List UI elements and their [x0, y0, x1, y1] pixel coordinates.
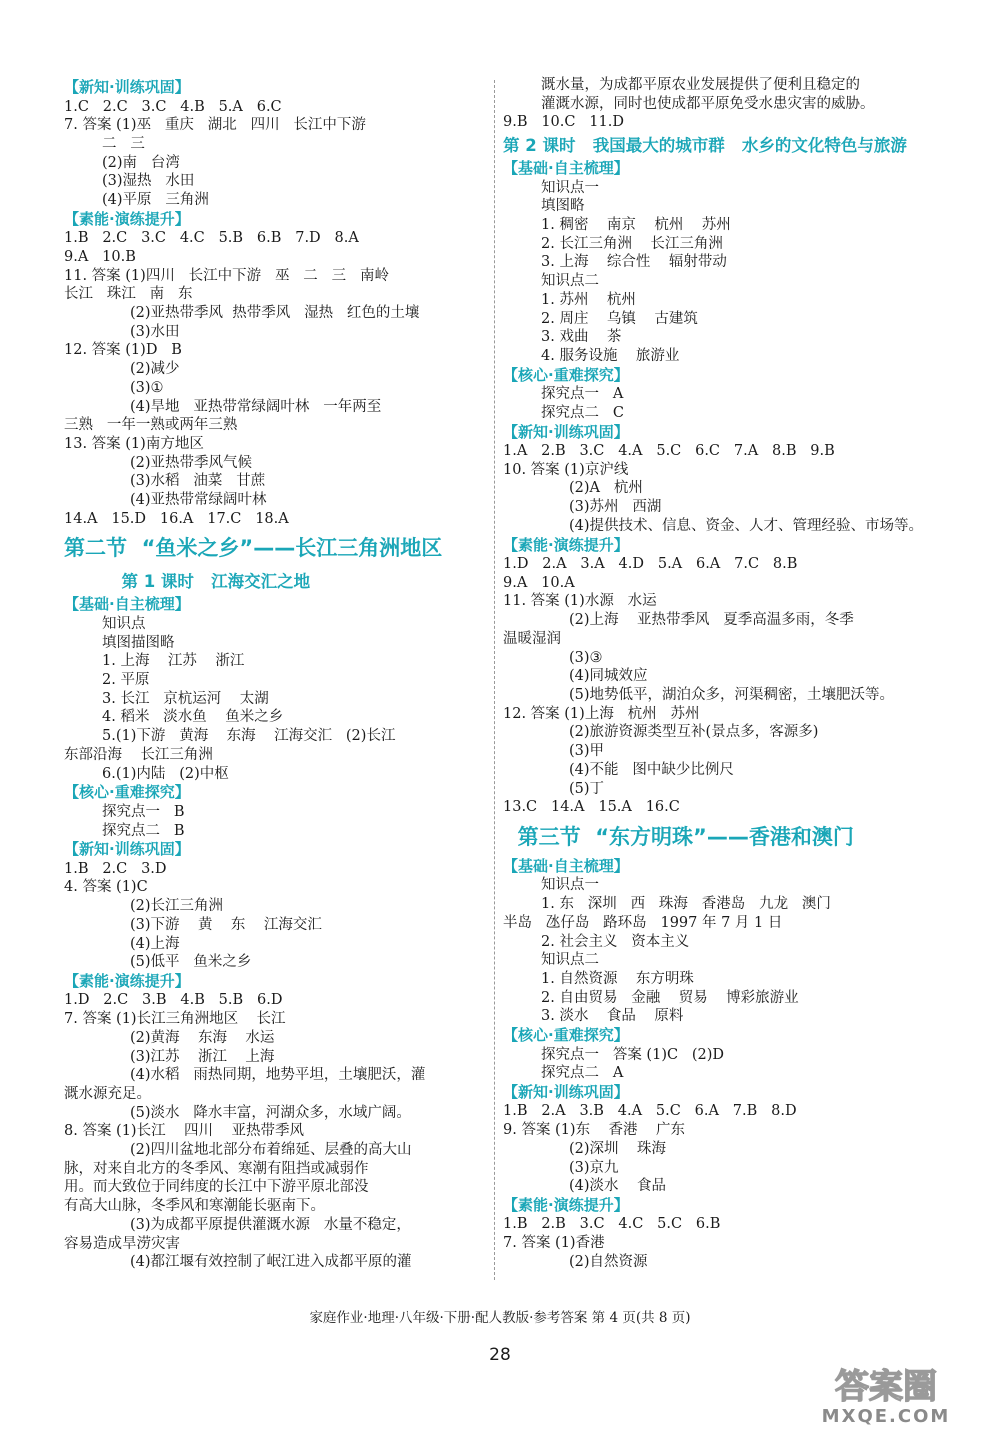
- section-header: 【基础·自主梳理】: [64, 595, 190, 614]
- answer-line: 3. 上海 综合性 辐射带动: [541, 254, 727, 271]
- answer-line: 1. 稠密 南京 杭州 苏州: [541, 217, 731, 234]
- answer-line: 知识点一: [541, 877, 599, 894]
- answer-line: (5)丁: [569, 780, 605, 797]
- answer-line: 2. 周庄 乌镇 古建筑: [541, 310, 698, 327]
- answer-line: (5)淡水 降水丰富，河湖众多，水域广阔。: [130, 1104, 411, 1121]
- answer-line: 9.A 10.A: [503, 574, 575, 591]
- answer-line: 探究点一 A: [541, 386, 624, 403]
- watermark-url: MXQE.COM: [821, 1406, 951, 1426]
- answer-line: 填图略: [541, 198, 585, 215]
- section-header: 【素能·演练提升】: [64, 971, 190, 990]
- answer-line: 11. 答案 (1)水源 水运: [503, 593, 657, 610]
- answer-line: 填图描图略: [102, 634, 175, 651]
- answer-line: (2)深圳 珠海: [569, 1140, 666, 1157]
- answer-line: 二 三: [102, 135, 145, 152]
- answer-line: (3)江苏 浙江 上海: [130, 1048, 275, 1065]
- answer-line: 9.B 10.C 11.D: [503, 114, 624, 131]
- answer-line: 半岛 氹仔岛 路环岛 1997 年 7 月 1 日: [503, 914, 783, 931]
- answer-line: 溉水源充足。: [64, 1085, 151, 1102]
- right-column: [503, 76, 933, 1272]
- answer-line: (2)自然资源: [569, 1253, 648, 1270]
- answer-line: (3)水田: [130, 323, 180, 340]
- answer-line: (4)都江堰有效控制了岷江进入成都平原的灌: [130, 1254, 412, 1271]
- answer-line: (2)亚热带季风气候: [130, 454, 253, 471]
- answer-line: 探究点二 A: [541, 1065, 624, 1082]
- answer-line: (2)减少: [130, 361, 180, 378]
- answer-line: (3)甲: [569, 743, 605, 760]
- answer-line: 知识点一: [541, 179, 599, 196]
- answer-line: 容易造成旱涝灾害: [64, 1235, 180, 1252]
- left-column: [64, 78, 484, 1272]
- lesson-title: 第 1 课时 江海交汇之地: [64, 572, 311, 592]
- answer-line: (5)地势低平，湖泊众多，河渠稠密，土壤肥沃等。: [569, 686, 895, 703]
- answer-line: (2)旅游资源类型互补(景点多，客源多): [569, 724, 819, 741]
- answer-line: 11. 答案 (1)四川 长江中下游 巫 二 三 南岭: [64, 267, 389, 284]
- answer-line: (4)同城效应: [569, 668, 648, 685]
- answer-line: 知识点二: [541, 952, 599, 969]
- answer-line: 4. 稻米 淡水鱼 鱼米之乡: [102, 709, 284, 726]
- section-header: 【核心·重难探究】: [503, 1026, 629, 1045]
- answer-line: (2)黄海 东海 水运: [130, 1029, 275, 1046]
- section-header: 【素能·演练提升】: [503, 535, 629, 554]
- column-divider: [494, 80, 496, 1280]
- answer-line: 3. 戏曲 茶: [541, 329, 622, 346]
- answer-line: 脉，对来自北方的冬季风、寒潮有阻挡或减弱作: [64, 1160, 369, 1177]
- answer-line: (3)为成都平原提供灌溉水源 水量不稳定，: [130, 1216, 411, 1233]
- answer-line: 探究点二 C: [541, 404, 624, 421]
- answer-line: (3)苏州 西湖: [569, 499, 662, 516]
- answer-line: 有高大山脉，冬季风和寒潮能长驱南下。: [64, 1198, 325, 1215]
- answer-line: (4)不能 图中缺少比例尺: [569, 761, 734, 778]
- answer-line: 12. 答案 (1)上海 杭州 苏州: [503, 705, 700, 722]
- answer-line: 1.B 2.A 3.B 4.A 5.C 6.A 7.B 8.D: [503, 1103, 797, 1120]
- answer-line: 1.B 2.C 3.C 4.C 5.B 6.B 7.D 8.A: [64, 230, 359, 247]
- answer-line: 2. 自由贸易 金融 贸易 博彩旅游业: [541, 989, 799, 1006]
- answer-line: 4. 服务设施 旅游业: [541, 347, 680, 364]
- answer-line: 5.(1)下游 黄海 东海 江海交汇 (2)长江: [102, 728, 396, 745]
- answer-line: (2)四川盆地北部分布着绵延、层叠的高大山: [130, 1142, 412, 1159]
- answer-line: (4)淡水 食品: [569, 1178, 666, 1195]
- answer-line: 9. 答案 (1)东 香港 广东: [503, 1122, 685, 1139]
- answer-line: (4)亚热带常绿阔叶林: [130, 492, 267, 509]
- answer-line: 1.B 2.C 3.D: [64, 860, 167, 877]
- answer-line: 1.B 2.B 3.C 4.C 5.C 6.B: [503, 1216, 721, 1233]
- section-header: 【核心·重难探究】: [503, 365, 629, 384]
- answer-line: 1. 自然资源 东方明珠: [541, 970, 694, 987]
- answer-line: 东部沿海 长江三角洲: [64, 746, 213, 763]
- section-header: 【基础·自主梳理】: [503, 159, 629, 178]
- section-header: 【素能·演练提升】: [503, 1195, 629, 1214]
- answer-line: 溉水量，为成都平原农业发展提供了便利且稳定的: [541, 77, 860, 93]
- answer-line: (2)亚热带季风 热带季风 湿热 红色的土壤: [130, 305, 420, 322]
- answer-line: (3)③: [569, 649, 603, 666]
- answer-line: 2. 长江三角洲 长江三角洲: [541, 235, 723, 252]
- section-header: 【新知·训练巩固】: [64, 840, 190, 859]
- answer-line: 13. 答案 (1)南方地区: [64, 435, 204, 452]
- answer-line: 13.C 14.A 15.A 16.C: [503, 799, 680, 816]
- answer-line: (4)旱地 亚热带常绿阔叶林 一年两至: [130, 398, 382, 415]
- answer-line: 12. 答案 (1)D B: [64, 342, 182, 359]
- answer-line: 3. 长江 京杭运河 太湖: [102, 690, 269, 707]
- answer-line: 1.D 2.A 3.A 4.D 5.A 6.A 7.C 8.B: [503, 556, 798, 573]
- answer-line: 探究点一 答案 (1)C (2)D: [541, 1046, 725, 1063]
- answer-line: 1. 苏州 杭州: [541, 291, 636, 308]
- answer-line: 三熟 一年一熟或两年三熟: [64, 417, 238, 434]
- answer-line: (4)上海: [130, 935, 180, 952]
- answer-line: 4. 答案 (1)C: [64, 879, 148, 896]
- answer-line: (4)提供技术、信息、资金、人才、管理经验、市场等。: [569, 517, 924, 534]
- answer-line: 8. 答案 (1)长江 四川 亚热带季风: [64, 1123, 304, 1140]
- answer-line: 9.A 10.B: [64, 248, 136, 265]
- answer-line: 1.C 2.C 3.C 4.B 5.A 6.C: [64, 98, 282, 115]
- answer-line: 灌溉水源，同时也使成都平原免受水患灾害的威胁。: [541, 95, 875, 112]
- answer-line: 1. 上海 江苏 浙江: [102, 653, 245, 670]
- answer-line: (3)下游 黄 东 江海交汇: [130, 916, 322, 933]
- answer-line: 14.A 15.D 16.A 17.C 18.A: [64, 510, 289, 527]
- answer-line: 2. 社会主义 资本主义: [541, 933, 690, 950]
- answer-line: 6.(1)内陆 (2)中枢: [102, 765, 229, 782]
- section-header: 【基础·自主梳理】: [503, 856, 629, 875]
- section-header: 【新知·训练巩固】: [503, 1082, 629, 1101]
- answer-line: 7. 答案 (1)巫 重庆 湖北 四川 长江中下游: [64, 117, 366, 134]
- answer-line: 长江 珠江 南 东: [64, 286, 193, 303]
- answer-line: 10. 答案 (1)京沪线: [503, 461, 629, 478]
- watermark-logo: [786, 1360, 986, 1426]
- lesson-title: 第 2 课时 我国最大的城市群 水乡的文化特色与旅游: [503, 136, 907, 156]
- answer-line: (2)上海 亚热带季风 夏季高温多雨，冬季: [569, 612, 854, 629]
- watermark-title: 答案圈: [835, 1367, 937, 1407]
- chapter-title: 第二节 “鱼米之乡”——长江三角洲地区: [64, 536, 443, 561]
- answer-line: 2. 平原: [102, 672, 150, 689]
- answer-line: (4)平原 三角洲: [102, 192, 209, 209]
- answer-line: (3)水稻 油菜 甘蔗: [130, 473, 266, 490]
- answer-line: 探究点二 B: [102, 822, 185, 839]
- answer-line: 探究点一 B: [102, 803, 185, 820]
- answer-line: 1.A 2.B 3.C 4.A 5.C 6.C 7.A 8.B 9.B: [503, 443, 835, 460]
- section-header: 【素能·演练提升】: [64, 209, 190, 228]
- answer-line: (3)湿热 水田: [102, 173, 195, 190]
- answer-line: 知识点二: [541, 273, 599, 290]
- answer-line: (4)水稻 雨热同期，地势平坦，土壤肥沃，灌: [130, 1067, 426, 1084]
- answer-line: (5)低平 鱼米之乡: [130, 954, 252, 971]
- section-header: 【核心·重难探究】: [64, 783, 190, 802]
- page-number: 28: [489, 1345, 511, 1365]
- answer-line: 7. 答案 (1)香港: [503, 1235, 605, 1252]
- section-header: 【新知·训练巩固】: [64, 78, 190, 96]
- answer-line: 知识点: [102, 615, 146, 632]
- answer-line: 温暖湿润: [503, 630, 561, 647]
- answer-line: 1. 东 深圳 西 珠海 香港岛 九龙 澳门: [541, 896, 831, 913]
- answer-line: 用。而大致位于同纬度的长江中下游平原北部没: [64, 1179, 369, 1196]
- answer-line: (2)南 台湾: [102, 154, 180, 171]
- answer-line: (2)长江三角洲: [130, 898, 224, 915]
- answer-line: (2)A 杭州: [569, 480, 643, 497]
- page-footer: 家庭作业·地理·八年级·下册·配人教版·参考答案 第 4 页(共 8 页): [309, 1310, 691, 1326]
- chapter-title: 第三节 “东方明珠”——香港和澳门: [503, 824, 854, 849]
- answer-line: (3)①: [130, 379, 164, 396]
- section-header: 【新知·训练巩固】: [503, 422, 629, 441]
- answer-line: 3. 淡水 食品 原料: [541, 1008, 684, 1025]
- answer-line: 1.D 2.C 3.B 4.B 5.B 6.D: [64, 992, 283, 1009]
- answer-line: (3)京九: [569, 1159, 619, 1176]
- answer-line: 7. 答案 (1)长江三角洲地区 长江: [64, 1011, 286, 1028]
